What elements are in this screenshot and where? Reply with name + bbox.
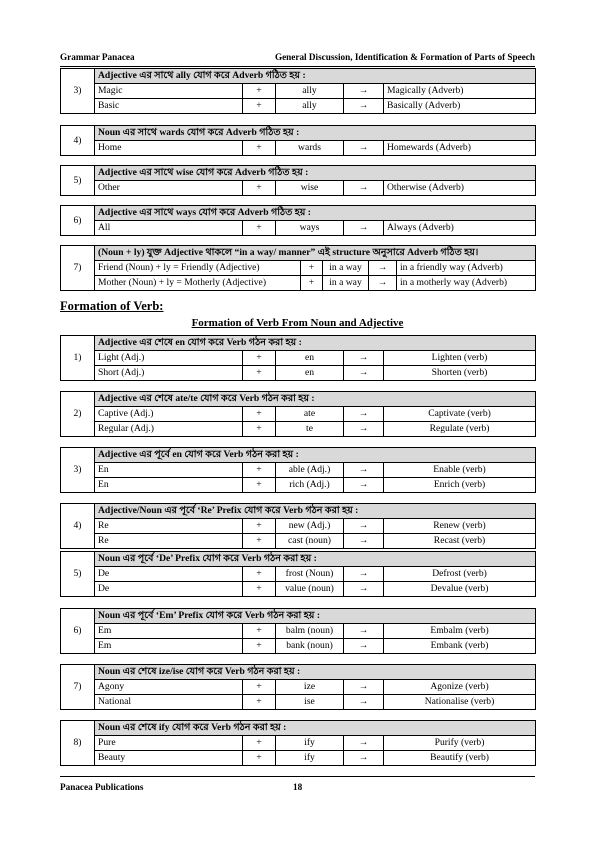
formed-word: Purify (verb) bbox=[384, 736, 536, 751]
formed-word: in a motherly way (Adverb) bbox=[397, 276, 536, 291]
base-word: Agony bbox=[95, 680, 243, 695]
base-word: Em bbox=[95, 624, 243, 639]
rule-heading: Noun এর সাথে wards যোগ করে Adverb গঠিত হয় : bbox=[95, 126, 536, 141]
affix: te bbox=[276, 422, 344, 437]
rule-heading: Adjective এর সাথে wise যোগ করে Adverb গঠিত হয় : bbox=[95, 166, 536, 181]
rule-heading: Adjective এর শেষে en যোগ করে Verb গঠন করা হয় : bbox=[95, 336, 536, 351]
formed-word: Nationalise (verb) bbox=[384, 695, 536, 710]
arrow-symbol: → bbox=[344, 695, 384, 710]
subsection-title: Formation of Verb From Noun and Adjective bbox=[191, 317, 404, 329]
table-row bbox=[61, 221, 536, 236]
plus-sign: + bbox=[243, 221, 276, 236]
table-row bbox=[61, 181, 536, 196]
arrow-symbol: → bbox=[344, 519, 384, 534]
arrow-symbol: → bbox=[344, 366, 384, 381]
formed-word: Basically (Adverb) bbox=[384, 99, 536, 114]
table-row bbox=[61, 422, 536, 437]
rule-number: 6) bbox=[61, 609, 95, 654]
formed-word: Shorten (verb) bbox=[384, 366, 536, 381]
formed-word: Beautify (verb) bbox=[384, 751, 536, 766]
base-word: Basic bbox=[95, 99, 243, 114]
arrow-symbol: → bbox=[344, 624, 384, 639]
arrow-symbol: → bbox=[344, 534, 384, 549]
affix: wise bbox=[276, 181, 344, 196]
plus-sign: + bbox=[301, 276, 323, 291]
affix: en bbox=[276, 351, 344, 366]
formed-word: Enrich (verb) bbox=[384, 478, 536, 493]
rule-number: 6) bbox=[61, 206, 95, 236]
affix: balm (noun) bbox=[276, 624, 344, 639]
formation-table bbox=[60, 608, 536, 654]
affix: in a way bbox=[323, 261, 369, 276]
rule-number: 7) bbox=[61, 665, 95, 710]
arrow-symbol: → bbox=[344, 351, 384, 366]
plus-sign: + bbox=[243, 463, 276, 478]
table-row bbox=[61, 478, 536, 493]
base-word: National bbox=[95, 695, 243, 710]
base-word: Regular (Adj.) bbox=[95, 422, 243, 437]
affix: ally bbox=[276, 84, 344, 99]
arrow-symbol: → bbox=[344, 582, 384, 597]
rule-number: 1) bbox=[61, 336, 95, 381]
formed-word: Recast (verb) bbox=[384, 534, 536, 549]
plus-sign: + bbox=[243, 695, 276, 710]
formed-word: Regulate (verb) bbox=[384, 422, 536, 437]
arrow-symbol: → bbox=[344, 407, 384, 422]
page-number: 18 bbox=[293, 782, 303, 792]
table-row bbox=[61, 84, 536, 99]
arrow-symbol: → bbox=[344, 751, 384, 766]
table-row bbox=[61, 261, 536, 276]
base-word: En bbox=[95, 463, 243, 478]
arrow-symbol: → bbox=[344, 736, 384, 751]
table-row bbox=[61, 276, 536, 291]
base-word: Em bbox=[95, 639, 243, 654]
arrow-symbol: → bbox=[344, 99, 384, 114]
base-word: Other bbox=[95, 181, 243, 196]
rule-heading: Noun এর শেষে ify যোগ করে Verb গঠন করা হয় : bbox=[95, 721, 536, 736]
affix: ise bbox=[276, 695, 344, 710]
rule-heading: Adjective এর সাথে ways যোগ করে Adverb গঠিত হয় : bbox=[95, 206, 536, 221]
rule-heading: Adjective/Noun এর পূর্বে ‘Re’ Prefix যোগ করে Verb গঠন করা হয় : bbox=[95, 504, 536, 519]
rule-number: 4) bbox=[61, 504, 95, 549]
formed-word: Always (Adverb) bbox=[384, 221, 536, 236]
footer-publisher: Panacea Publications bbox=[60, 782, 144, 792]
rule-number: 5) bbox=[61, 166, 95, 196]
affix: frost (Noun) bbox=[276, 567, 344, 582]
formation-table bbox=[60, 68, 536, 114]
plus-sign: + bbox=[243, 751, 276, 766]
base-word: Home bbox=[95, 141, 243, 156]
arrow-symbol: → bbox=[344, 221, 384, 236]
table-row bbox=[61, 534, 536, 549]
formed-word: Embank (verb) bbox=[384, 639, 536, 654]
formed-word: in a friendly way (Adverb) bbox=[397, 261, 536, 276]
arrow-symbol: → bbox=[344, 181, 384, 196]
plus-sign: + bbox=[243, 519, 276, 534]
table-row bbox=[61, 519, 536, 534]
base-word: Light (Adj.) bbox=[95, 351, 243, 366]
arrow-symbol: → bbox=[369, 276, 397, 291]
rule-number: 3) bbox=[61, 448, 95, 493]
base-word: Magic bbox=[95, 84, 243, 99]
rule-heading: Noun এর পূর্বে ‘De’ Prefix যোগ করে Verb গঠন করা হয় : bbox=[95, 552, 536, 567]
table-row bbox=[61, 567, 536, 582]
affix: new (Adj.) bbox=[276, 519, 344, 534]
rule-number: 8) bbox=[61, 721, 95, 766]
formed-word: Defrost (verb) bbox=[384, 567, 536, 582]
affix: ify bbox=[276, 751, 344, 766]
plus-sign: + bbox=[243, 422, 276, 437]
formation-table bbox=[60, 447, 536, 493]
affix: ize bbox=[276, 680, 344, 695]
affix: en bbox=[276, 366, 344, 381]
plus-sign: + bbox=[243, 680, 276, 695]
formation-table bbox=[60, 335, 536, 381]
formed-word: Agonize (verb) bbox=[384, 680, 536, 695]
arrow-symbol: → bbox=[344, 680, 384, 695]
formation-table bbox=[60, 551, 536, 597]
rule-heading: Noun এর শেষে ize/ise যোগ করে Verb গঠন করা হয় : bbox=[95, 665, 536, 680]
rule-heading: Noun এর পূর্বে ‘Em’ Prefix যোগ করে Verb গঠন করা হয় : bbox=[95, 609, 536, 624]
plus-sign: + bbox=[243, 736, 276, 751]
affix: ally bbox=[276, 99, 344, 114]
plus-sign: + bbox=[243, 582, 276, 597]
plus-sign: + bbox=[243, 478, 276, 493]
header-chapter-title: General Discussion, Identification & Formation of Parts of Speech bbox=[274, 52, 535, 62]
table-row bbox=[61, 366, 536, 381]
arrow-symbol: → bbox=[344, 84, 384, 99]
arrow-symbol: → bbox=[344, 567, 384, 582]
base-word: Captive (Adj.) bbox=[95, 407, 243, 422]
affix: ify bbox=[276, 736, 344, 751]
affix: bank (noun) bbox=[276, 639, 344, 654]
base-word: Mother (Noun) + ly = Motherly (Adjective) bbox=[95, 276, 301, 291]
table-row bbox=[61, 695, 536, 710]
plus-sign: + bbox=[243, 534, 276, 549]
header-book-title: Grammar Panacea bbox=[60, 52, 135, 62]
plus-sign: + bbox=[243, 99, 276, 114]
rule-number: 4) bbox=[61, 126, 95, 156]
formed-word: Otherwise (Adverb) bbox=[384, 181, 536, 196]
plus-sign: + bbox=[243, 141, 276, 156]
base-word: Re bbox=[95, 534, 243, 549]
affix: ate bbox=[276, 407, 344, 422]
base-word: All bbox=[95, 221, 243, 236]
affix: cast (noun) bbox=[276, 534, 344, 549]
rule-heading: Adjective এর সাথে ally যোগ করে Adverb গঠিত হয় : bbox=[95, 69, 536, 84]
formed-word: Renew (verb) bbox=[384, 519, 536, 534]
arrow-symbol: → bbox=[369, 261, 397, 276]
formation-table bbox=[60, 245, 536, 291]
plus-sign: + bbox=[243, 624, 276, 639]
affix: ways bbox=[276, 221, 344, 236]
formed-word: Devalue (verb) bbox=[384, 582, 536, 597]
table-row bbox=[61, 141, 536, 156]
plus-sign: + bbox=[243, 366, 276, 381]
table-row bbox=[61, 680, 536, 695]
arrow-symbol: → bbox=[344, 463, 384, 478]
formed-word: Magically (Adverb) bbox=[384, 84, 536, 99]
rule-heading: Adjective এর পূর্বে en যোগ করে Verb গঠন করা হয় : bbox=[95, 448, 536, 463]
formation-table bbox=[60, 125, 536, 156]
base-word: De bbox=[95, 567, 243, 582]
formation-table bbox=[60, 205, 536, 236]
plus-sign: + bbox=[243, 567, 276, 582]
base-word: Pure bbox=[95, 736, 243, 751]
table-row bbox=[61, 639, 536, 654]
arrow-symbol: → bbox=[344, 639, 384, 654]
base-word: Re bbox=[95, 519, 243, 534]
arrow-symbol: → bbox=[344, 422, 384, 437]
plus-sign: + bbox=[301, 261, 323, 276]
formed-word: Enable (verb) bbox=[384, 463, 536, 478]
page-header bbox=[60, 52, 535, 66]
formation-table bbox=[60, 165, 536, 196]
section-title: Formation of Verb: bbox=[60, 299, 164, 313]
table-row bbox=[61, 463, 536, 478]
formed-word: Lighten (verb) bbox=[384, 351, 536, 366]
table-row bbox=[61, 624, 536, 639]
plus-sign: + bbox=[243, 84, 276, 99]
formed-word: Captivate (verb) bbox=[384, 407, 536, 422]
formation-table bbox=[60, 503, 536, 549]
base-word: Short (Adj.) bbox=[95, 366, 243, 381]
affix: able (Adj.) bbox=[276, 463, 344, 478]
formation-table bbox=[60, 391, 536, 437]
base-word: Beauty bbox=[95, 751, 243, 766]
formation-table bbox=[60, 664, 536, 710]
formed-word: Embalm (verb) bbox=[384, 624, 536, 639]
plus-sign: + bbox=[243, 181, 276, 196]
table-row bbox=[61, 582, 536, 597]
rule-number: 5) bbox=[61, 552, 95, 597]
affix: rich (Adj.) bbox=[276, 478, 344, 493]
plus-sign: + bbox=[243, 351, 276, 366]
table-row bbox=[61, 736, 536, 751]
base-word: Friend (Noun) + ly = Friendly (Adjective) bbox=[95, 261, 301, 276]
affix: wards bbox=[276, 141, 344, 156]
plus-sign: + bbox=[243, 407, 276, 422]
table-row bbox=[61, 99, 536, 114]
arrow-symbol: → bbox=[344, 478, 384, 493]
rule-number: 2) bbox=[61, 392, 95, 437]
table-row bbox=[61, 351, 536, 366]
base-word: De bbox=[95, 582, 243, 597]
rule-heading: (Noun + ly) যুক্ত Adjective থাকলে “in a way/ manner” এই structure অনুসারে Adverb গঠিত হয়। bbox=[95, 246, 536, 261]
table-row bbox=[61, 751, 536, 766]
plus-sign: + bbox=[243, 639, 276, 654]
formation-table bbox=[60, 720, 536, 766]
rule-heading: Adjective এর শেষে ate/te যোগ করে Verb গঠন করা হয় : bbox=[95, 392, 536, 407]
formed-word: Homewards (Adverb) bbox=[384, 141, 536, 156]
base-word: En bbox=[95, 478, 243, 493]
rule-number: 3) bbox=[61, 69, 95, 114]
table-row bbox=[61, 407, 536, 422]
header-rule bbox=[60, 66, 535, 67]
footer-rule bbox=[60, 776, 535, 777]
arrow-symbol: → bbox=[344, 141, 384, 156]
rule-number: 7) bbox=[61, 246, 95, 291]
affix: value (noun) bbox=[276, 582, 344, 597]
affix: in a way bbox=[323, 276, 369, 291]
